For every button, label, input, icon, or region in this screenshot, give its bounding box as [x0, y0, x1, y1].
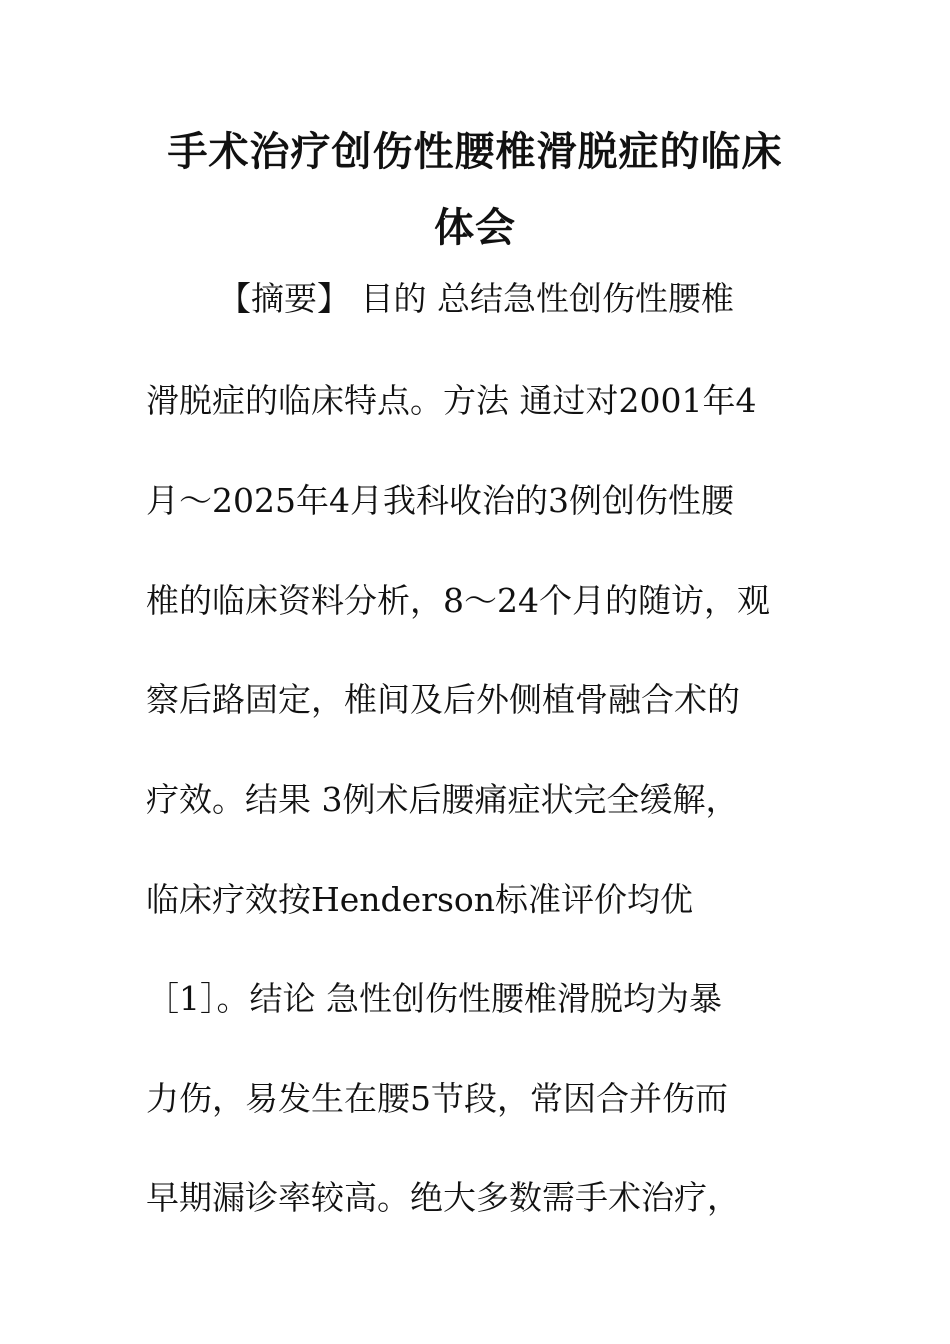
abstract-line-3: 月～2025年4月我科收治的3例创伤性腰: [146, 481, 734, 520]
abstract-line-7: 临床疗效按Henderson标准评价均优: [146, 880, 694, 919]
abstract-line-10: 早期漏诊率较高。绝大多数需手术治疗，: [146, 1178, 740, 1217]
abstract-line-9: 力伤，易发生在腰5节段，常因合并伤而: [146, 1079, 728, 1118]
abstract-line-2: 滑脱症的临床特点。方法 通过对2001年4: [146, 381, 757, 420]
document-title-line-2: 体会: [434, 205, 516, 251]
abstract-line-1: 【摘要】 目的 总结急性创伤性腰椎: [218, 279, 734, 318]
abstract-line-6: 疗效。结果 3例术后腰痛症状完全缓解，: [146, 780, 739, 819]
abstract-line-8: ［1］。结论 急性创伤性腰椎滑脱均为暴: [146, 979, 722, 1018]
abstract-line-4: 椎的临床资料分析，8～24个月的随访，观: [146, 581, 770, 620]
abstract-line-5: 察后路固定，椎间及后外侧植骨融合术的: [146, 680, 740, 719]
document-title-line-1: 手术治疗创伤性腰椎滑脱症的临床: [167, 129, 783, 175]
